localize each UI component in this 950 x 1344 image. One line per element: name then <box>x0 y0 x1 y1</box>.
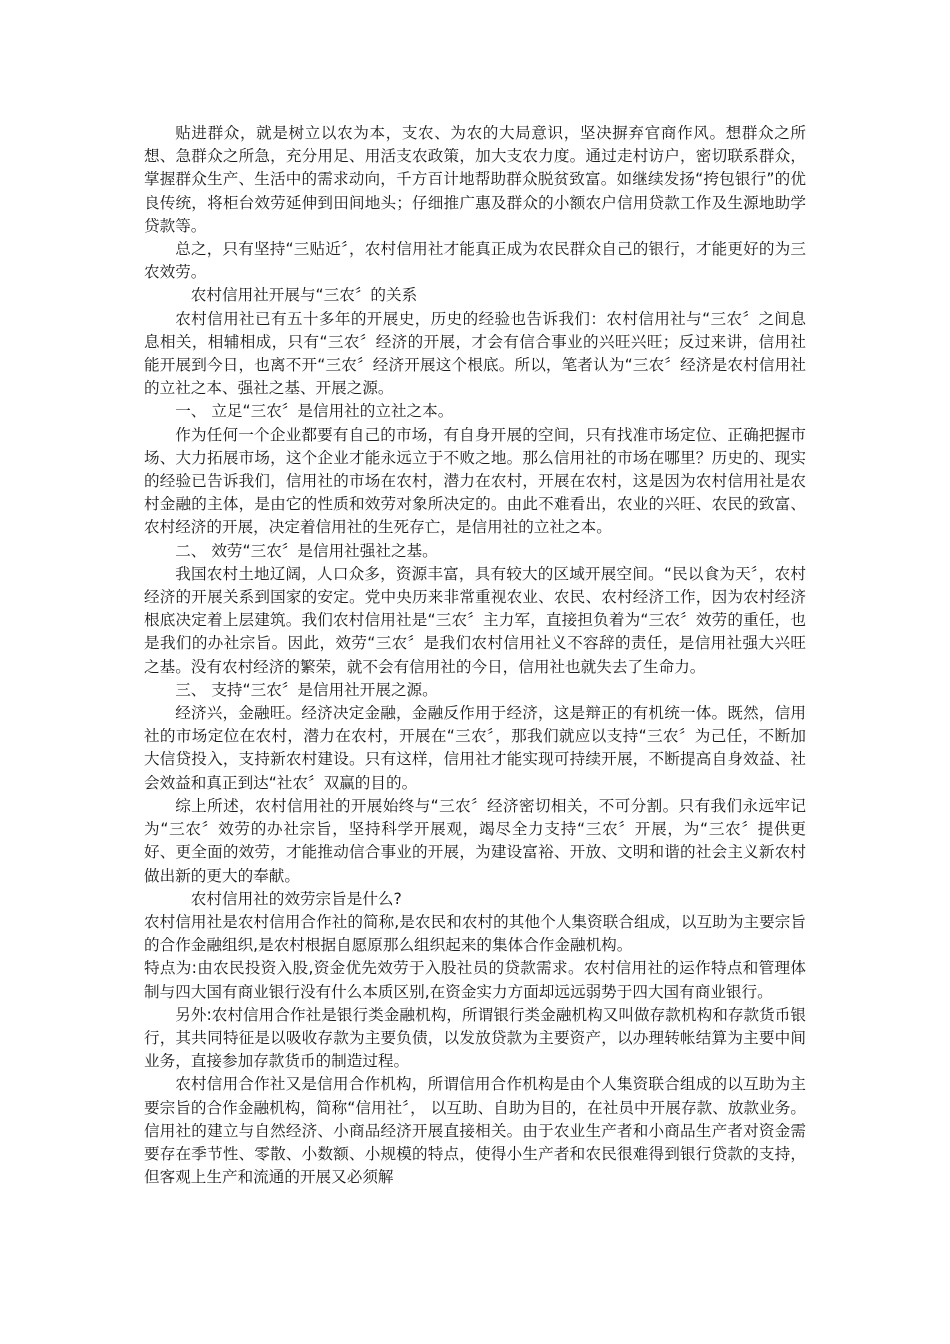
subsection-heading: 二、 效劳“三农〞是信用社强社之基。 <box>175 541 438 560</box>
subsection-heading: 三、 支持“三农〞是信用社开展之源。 <box>175 680 438 699</box>
document-body <box>144 122 806 1189</box>
paragraph: 农村信用合作社又是信用合作机构，所谓信用合作机构是由个人集资联合组成的以互助为主要宗旨的合作金融机构，简称“信用社〞， 以互助、自助为目的，在社员中开展存款、放款业务。信用社的建立与自然经济、小商品经济开展直接相关。由于农业生产者和小商品生产者对资金需要存在季节性、零散、小数额、小规模的特点，使得小生产者和农民很难得到银行贷款的支持，但客观上生产和流通的开展又必须解 <box>144 1075 806 1187</box>
paragraph: 作为任何一个企业都要有自己的市场，有自身开展的空间，只有找准市场定位、正确把握市场、大力拓展市场，这个企业才能永远立于不败之地。那么信用社的市场在哪里？历史的、现实的经验已告诉我们，信用社的市场在农村，潜力在农村，开展在农村，这是因为农村信用社是农村金融的主体，是由它的性质和效劳对象所决定的。由此不难看出，农业的兴旺、农民的致富、农村经济的开展，决定着信用社的生死存亡，是信用社的立社之本。 <box>144 425 806 537</box>
section-heading: 农村信用社开展与“三农〞的关系 <box>190 286 418 305</box>
paragraph: 总之，只有坚持“三贴近〞，农村信用社才能真正成为农民群众自己的银行，才能更好的为三农效劳。 <box>144 240 806 282</box>
paragraph: 贴进群众，就是树立以农为本，支农、为农的大局意识，坚决摒弃官商作风。想群众之所想、急群众之所急，充分用足、用活支农政策，加大支农力度。通过走村访户，密切联系群众，掌握群众生产、生活中的需求动向，千方百计地帮助群众脱贫致富。如继续发扬“挎包银行”的优良传统，将柜台效劳延伸到田间地头；仔细推广惠及群众的小额农户信用贷款工作及生源地助学贷款等。 <box>144 124 806 235</box>
paragraph: 农村信用社已有五十多年的开展史，历史的经验也告诉我们：农村信用社与“三农〞之间息息相关，相辅相成，只有“三农〞经济的开展，才会有信合事业的兴旺兴旺；反过来讲，信用社能开展到今日，也离不开“三农〞经济开展这个根底。所以，笔者认为“三农〞经济是农村信用社的立社之本、强社之基、开展之源。 <box>144 309 806 398</box>
paragraph: 综上所述，农村信用社的开展始终与“三农〞经济密切相关，不可分割。只有我们永远牢记为“三农〞效劳的办社宗旨，坚持科学开展观，竭尽全力支持“三农〞开展，为“三农〞提供更好、更全面的效劳，才能推动信合事业的开展，为建设富裕、开放、文明和谐的社会主义新农村做出新的更大的奉献。 <box>144 796 806 885</box>
paragraph: 另外:农村信用合作社是银行类金融机构，所谓银行类金融机构又叫做存款机构和存款货币银行，其共同特征是以吸收存款为主要负债，以发放贷款为主要资产，以办理转帐结算为主要中间业务，直接参加存款货币的制造过程。 <box>144 1005 806 1071</box>
subsection-heading: 一、 立足“三农〞是信用社的立社之本。 <box>175 402 454 421</box>
paragraph: 经济兴，金融旺。经济决定金融，金融反作用于经济，这是辩正的有机统一体。既然，信用社的市场定位在农村，潜力在农村，开展在“三农〞，那我们就应以支持“三农〞为己任，不断加大信贷投入，支持新农村建设。只有这样，信用社才能实现可持续开展，不断提高自身效益、社会效益和真正到达“社农〞双赢的目的。 <box>144 704 806 792</box>
section-heading: 农村信用社的效劳宗旨是什么? <box>190 889 402 908</box>
paragraph: 特点为:由农民投资入股,资金优先效劳于入股社员的贷款需求。农村信用社的运作特点和管理体制与四大国有商业银行没有什么本质区别,在资金实力方面却远远弱势于四大国有商业银行。 <box>144 959 806 1001</box>
paragraph: 农村信用社是农村信用合作社的简称,是农民和农村的其他个人集资联合组成，以互助为主要宗旨的合作金融组织,是农村根据自愿原那么组织起来的集体合作金融机构。 <box>144 912 806 955</box>
paragraph: 我国农村土地辽阔，人口众多，资源丰富，具有较大的区域开展空间。“民以食为天〞，农村经济的开展关系到国家的安定。党中央历来非常重视农业、农民、农村经济工作，因为农村经济根底决定着上层建筑。我们农村信用社是“三农〞主力军，直接担负着为“三农〞效劳的重任，也是我们的办社宗旨。因此，效劳“三农〞是我们农村信用社义不容辞的责任，是信用社强大兴旺之基。没有农村经济的繁荣，就不会有信用社的今日，信用社也就失去了生命力。 <box>144 564 806 676</box>
